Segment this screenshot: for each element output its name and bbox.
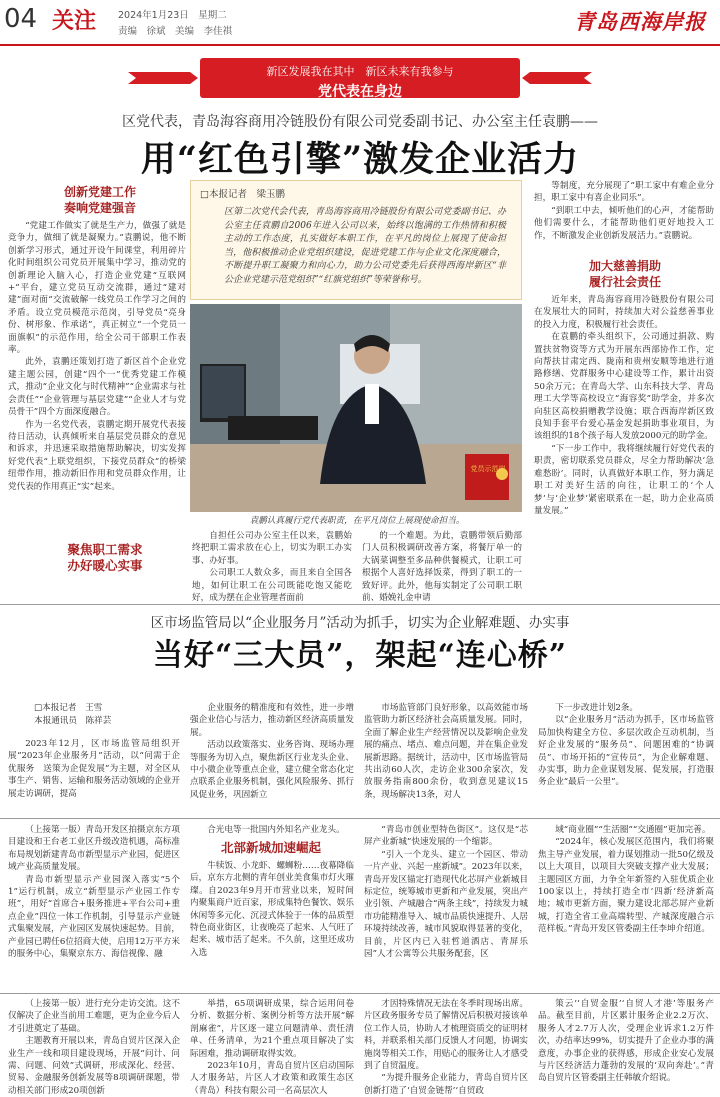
article1-col4-bottom: 近年来，青岛海容商用冷链股份有限公司在发展壮大的同时，持续加大对公益慈善事业的投入力度，积极履行社会责任。 在袁鹏的牵头组织下，公司通过捐款、购置扶贫物资等方式为开展东西部协作工作，定向帮扶甘肃定西、陇南和贵州安顺等地进行道路修缮、党群服务中心建设等工作，累计出资50余万元；在青岛大学、山东科技大学、青岛理工大学等高校设立“海容奖”助学金，并多次向驻区高校捐赠教学设施；联合西海岸新区致良知手套平台爱心基金发起捐助事业项目，为该组织的18个孩子每人发放2000元的助学金。 “下一步工作中，我将继续履行好党代表的职责，密切联系党员群众，尽全力帮助解决‘急难愁盼’。同时，认真做好本职工作，努力满足职工对美好生活的向往，让职工的‘个人梦’与‘企业梦’紧密联系在一起，助力企业高质量发展。” xyxy=(534,295,714,516)
article2-col3: 市场监管部门良好形象，以高效能市场监管助力新区经济社会高质量发展。同时，全面了解企业生产经营情况以及影响企业发展的痛点、堵点、难点问题，并在集企业发展新思路。据统计，活动中，区市场监管局共出动60人次，走访企业300余家次，发放服务指南800余份，收到意见建议15条，现场解决13条，对人 xyxy=(364,703,528,800)
photo-plaque-text: 党员示范岗 xyxy=(470,465,506,473)
banner-line2: 党代表在身边 xyxy=(318,84,402,100)
article4-col1: （上接第一版）进行充分走访交流。这不仅解决了企业当前用工难题，更为企业今后人才引进奠定了基础。 主题教育开展以来，青岛自贸片区深入企业生产一线和项目建设现场，开展“问计、问需、问题、问效”式调研，形成深化、经营、贸易、金融服务创新发展等8项调研课题，带动相关部门形成20项创新 xyxy=(8,999,180,1096)
article2-title: 当好“三大员”，架起“连心桥” xyxy=(152,638,568,673)
article1-col2: 自担任公司办公室主任以来，袁鹏始终把职工需求放在心上，切实为职工办实事、办好事。 公司职工人数众多，而且来自全国各地，如何让职工在公司既能吃饱又能吃好，成为摆在企业管理者面前 xyxy=(192,531,352,604)
article1-byline: □本报记者 梁玉鹏 xyxy=(200,189,285,200)
issue-date: 2024年1月23日 星期二 xyxy=(118,10,227,21)
article1-subhead-3: 加大慈善捐助 履行社会责任 xyxy=(588,259,661,289)
article3-col4: 域“商业圈”“生活圈”“交通圈”更加完善。 “2024年，核心发展区范围内，我们将聚焦主导产业发展，着力谋划推动一批50亿级及以上大项目，以项目大突破支撑产业大发展；主题园区方面，力争全年新签约入驻优质企业100家以上，持续打造全市‘四新’经济新高地；城市更新方面，聚力建设北部芯屏产业新城，打造全省工业高端转型、产城深度融合示范样板。”青岛开发区管委副主任李坤介绍道。 xyxy=(538,825,714,935)
article2-col4: 下一步改进计划2条。 以“企业服务月”活动为抓手，区市场监管局加快构建全方位、多层次政企互动机制，当好企业发展的“服务员”、问题困难的“协调员”、市场开拓的“宣传员”，为企业解难题、办实事，助力企业谋划发展、促发展，打造服务企业“最后一公里”。 xyxy=(538,703,714,788)
editors-line: 责编 徐斌 美编 李佳祺 xyxy=(118,26,233,37)
article-divider xyxy=(0,604,720,605)
section-title: 关注 xyxy=(52,9,97,34)
article1-subhead-2: 聚焦职工需求 办好暖心实事 xyxy=(67,542,143,573)
article3-col2: 牛犊饭、小龙虾、螺蛳粉……夜幕降临后，京东方北侧的青年创业美食集市灯火璀璨。自2023年9月开市营业以来，短时间内聚集商户近百家，形成集特色餐饮、娱乐休闲等多元化、沉浸式体验于一体的品质型特色商业街区，让夜晚亮了起来、人气旺了起来、城市活了起来。不久前，这里还成功入选 xyxy=(190,861,354,958)
article1-subhead-1: 创新党建工作 奏响党建强音 xyxy=(63,185,136,215)
article1-title: 用“红色引擎”激发企业活力 xyxy=(140,139,580,180)
article-divider xyxy=(0,993,720,994)
article4-col2: 举措，65项调研成果，综合运用问卷分析、数据分析、案例分析等方法开展“解剖麻雀”，片区逐一建立问题清单、责任清单、任务清单，为21个重点项目解决了实际困难，推动调研取得实效。 2023年10月，青岛自贸片区启动国际人才服务站，片区人才政策和政策生态区（青岛）科技有限公司一名高层次人 xyxy=(190,999,354,1096)
article2-subtitle: 区市场监管局以“企业服务月”活动为抓手，切实为企业解难题、办实事 xyxy=(150,615,570,631)
page-number: 04 xyxy=(4,4,38,34)
article3-col1: （上接第一版）青岛开发区拍摄京东方项目建设和王台老工业区升级改造机遇，高标准布局规划新建青岛市新型显示产业园，促进区域产业高质量发展。 青岛市新型显示产业园深入落实“5个1”运行机制，成立“新型显示产业园工作专班”，用好“首席合+服务推进+平台公司+重点企业”四位一体工作机制，引导显示产业链式集聚发展，产业园区发展快速起势。目前，产业园已聘任6位招商大使，启用12万平方米的服务中心，集聚京东方、海信视像、融 xyxy=(8,825,180,960)
article3-subhead: 北部新城加速崛起 xyxy=(220,840,321,855)
article1-photo-caption: 袁鹏认真履行党代表职责，在平凡岗位上展现使命担当。 xyxy=(249,516,465,526)
article4-col3: 才因特殊情况无法在冬季时现场出席。片区政务服务专员了解情况后积极对接该单位工作人员，协助人才梳理资质交的证明材料，并联系相关部门反馈人才问题，协调实施岗等相关工作，用贴心的服务让人才感受到了自贸温度。 “为提升服务企业能力，青岛自贸片区创新打造了‘自贸金链帮’‘自贸政 xyxy=(364,999,528,1096)
article1-subtitle: 区党代表，青岛海容商用冷链股份有限公司党委副书记、办公室主任袁鹏—— xyxy=(122,114,598,130)
banner-line1: 新区发展我在其中 新区未来有我参与 xyxy=(266,65,454,78)
article-divider xyxy=(0,818,720,819)
article3-col2-top: 合光电等一批国内外知名产业龙头。 xyxy=(207,825,345,835)
article4-col4: 策云’‘自贸金服’‘自贸人才港’等服务产品。截至目前，片区累计服务企业2.2万次、服务人才2.7万人次，受理企业诉求1.2万件次，办结率达99%，切实提升了企业办事的满意度，办事企业的获得感，形成企业安心发展与片区经济活力蓬勃的发展的‘双向奔赴’。”青岛自贸片区管委副主任韩敏介绍说。 xyxy=(538,999,714,1084)
banner-right-ribbon-icon xyxy=(522,70,592,86)
article2-col1: 2023年12月，区市场监管局组织开展“2023年企业服务月”活动，以“问需于企优服务 送策为企促发展”为主题，对全区从事生产、销售、运输和服务活动领域的企业开展走访调研，提高 xyxy=(8,739,180,799)
newspaper-masthead: 青岛西海岸报 xyxy=(574,9,706,34)
article2-col2: 企业服务的精准度和有效性，进一步增强企业信心与活力，推动新区经济高质量发展。 活动以政策落实、业务咨询、现场办理等服务为切入点，聚焦新区行业龙头企业、中小微企业等重点企业，建立健全常态化定点联系企业服务机制，强化风险服务、抓行风促业务，巩固新立 xyxy=(190,703,354,800)
article1-col4-top: 等制度，充分展现了“职工家中有难企业分担，职工家中有喜企业同乐”。 “到职工中去，倾听他们的心声，才能帮助他们需要什么，才能帮助他们更好地投入工作，不断激发企业创新发展活力。”袁鹏说。 xyxy=(534,181,714,241)
article1-col1: “党建工作做实了就是生产力，做强了就是竞争力，做细了就是凝聚力。”袁鹏说，他不断创新学习形式，通过开设午间课堂，利用碎片化时间组织公司党员开展集中学习，推动党的创新理论入脑入心，打造企业党建“互联网+”平台，建立党员互动交流群，通过“建对建”面对面“交流破解一线党员工作学习之间的矛盾。设立党员模范示范岗，引导党员“亮身份、树形象、作承诺”，真正树立“一个党员一面旗帜”的示范作用，给全公司干部职工作表率。 此外，袁鹏还策划打造了新区首个企业党建主题公园，创建“四个一”优秀党建工作模式，推动“企业文化与时代精神”“企业需求与社会责任”“企业管理与基层党建”“企业人才与党员骨干”四个方面深度融合。 作为一名党代表，袁鹏定期开展党代表接待日活动，认真倾听来自基层党员群众的意见和诉求，并迅速采取措施帮助解决，切实发挥好党代表“上联党组织，下接党员群众”的桥梁纽带作用，推动新旧作用和党员群众作用，让党代表的作用真正“实”起来。 xyxy=(8,221,186,492)
article1-col3: 的一个难题。为此，袁鹏带领后勤部门人员积极调研改善方案，将餐厅单一的大锅菜调整至多品种供餐模式，让职工可根据个人喜好选择饭菜，得到了职工的一致好评。此外，他每实制定了公司职工职前、婚娩礼金申请 xyxy=(362,531,522,604)
campaign-banner xyxy=(200,58,520,98)
article2-byline: □本报记者 王雪 本报通讯员 陈祥芸 xyxy=(34,703,112,726)
article1-photo xyxy=(190,304,522,512)
article3-col3: “青岛市创业型特色街区”。这仅是“芯屏产业新城”快速发展的一个缩影。 “引入一个龙头、建立一个园区、带动一片产业、兴起一座新城”。2023年以来，青岛开发区锚定打造现代化芯屏产业新城目标定位，统筹城市更新和产业发展，突出产业引领、产城融合“两条主线”，持续发力城市功能精准导入、城市品质快速提升、人居环境持续改善，城市风貌取得显著的变化，目前，片区内已入驻哲道酒店、青屏乐园”人才公寓等公共服务配套，区 xyxy=(364,825,528,960)
article1-intro-text: 区第二次党代会代表，青岛海容商用冷链股份有限公司党委副书记、办公室主任袁鹏自2006年进入公司以来，始终以饱满的工作热情和积极主动的工作态度，扎实做好本职工作，在平凡的岗位上展现了使命担当，他积极推动企业党组织建设，促进党建工作与企业文化深度融合，不断提升职工凝聚力和向心力，助力公司党委先后获得西海岸新区“非公企业党建示范党组织”“红旗党组织”等荣誉称号。 xyxy=(224,207,506,285)
banner-left-ribbon-icon xyxy=(128,70,198,86)
